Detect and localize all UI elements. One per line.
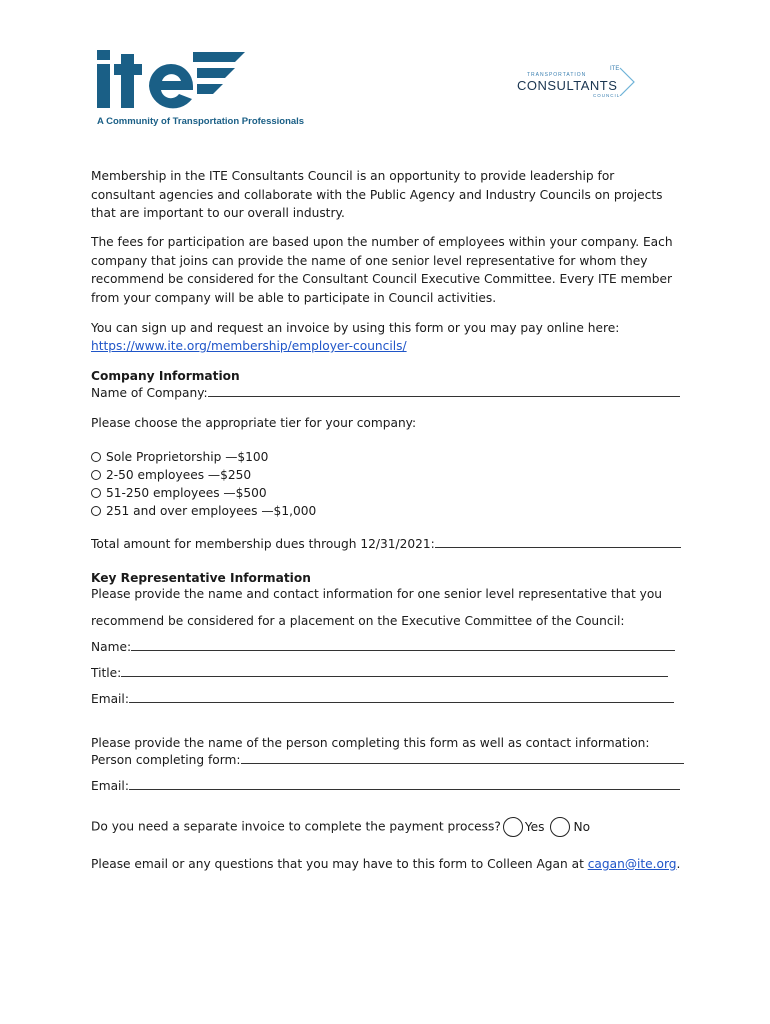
employer-councils-link[interactable]: https://www.ite.org/membership/employer-councils/: [91, 339, 407, 353]
rep-name-input[interactable]: [131, 638, 675, 651]
tier-option[interactable]: [91, 466, 316, 484]
company-name-label: Name of Company:: [91, 386, 208, 400]
rep-email-input[interactable]: [129, 690, 674, 703]
radio-icon[interactable]: [91, 488, 101, 498]
tier-label: 51-250 employees —$500: [106, 485, 267, 500]
tier-label: 2-50 employees —$250: [106, 467, 252, 482]
invoice-row: [91, 817, 590, 837]
tier-options: [91, 448, 316, 520]
rep-title-input[interactable]: [121, 664, 668, 677]
total-amount-field: [91, 535, 681, 554]
invoice-yes-radio[interactable]: [503, 817, 523, 837]
total-amount-label: Total amount for membership dues through 12/31/2021:: [91, 537, 435, 551]
rep-email-label: Email:: [91, 692, 129, 706]
footer-text: Please email or any questions that you may have to this form to Colleen Agan at: [91, 857, 584, 871]
person-input[interactable]: [241, 751, 684, 764]
radio-icon[interactable]: [91, 506, 101, 516]
person-email-label: Email:: [91, 779, 129, 793]
ite-logo: [97, 48, 305, 127]
key-rep-line-2: recommend be considered for a placement on the Executive Committee of the Council:: [91, 614, 625, 628]
key-rep-heading: Key Representative Information: [91, 571, 311, 585]
tier-label: Sole Proprietorship —$100: [106, 449, 269, 464]
ite-tagline: A Community of Transportation Professionals: [97, 116, 305, 127]
invoice-yes-label: Yes: [524, 819, 545, 834]
company-info-heading: Company Information: [91, 369, 240, 383]
contact-email-link[interactable]: cagan@ite.org: [587, 857, 677, 871]
key-rep-line-1: Please provide the name and contact information for one senior level representative that you: [91, 587, 663, 601]
footer-line: [91, 855, 680, 874]
company-name-field: [91, 384, 680, 403]
ite-logo-mark: [97, 48, 297, 110]
logo-small-text: TRANSPORTATION: [527, 72, 587, 78]
rep-name-field: [91, 638, 675, 657]
total-amount-input[interactable]: [435, 535, 681, 548]
person-email-input[interactable]: [129, 777, 680, 790]
logo-main-text: CONSULTANTS: [517, 78, 618, 93]
tier-prompt: Please choose the appropriate tier for your company:: [91, 416, 417, 430]
radio-icon[interactable]: [91, 452, 101, 462]
logo-chevron-icon: [618, 66, 638, 96]
person-email-field: [91, 777, 680, 796]
tier-option[interactable]: [91, 484, 316, 502]
logo-sub-text: COUNCIL: [593, 93, 621, 98]
rep-title-label: Title:: [91, 666, 122, 680]
intro-paragraph-1: Membership in the ITE Consultants Council is an opportunity to provide leadership for consultant agencies and collaborate with the Public Agency and Industry Councils on projects that are important to our overall industry.: [91, 169, 663, 220]
person-label: Person completing form:: [91, 753, 241, 767]
intro-paragraph-3: You can sign up and request an invoice by using this form or you may pay online here:: [91, 321, 620, 335]
rep-email-field: [91, 690, 674, 709]
tier-option[interactable]: [91, 502, 316, 520]
footer-period: .: [676, 857, 681, 871]
intro-paragraph-2: The fees for participation are based upon the number of employees within your company. Each company that joins can provide the name of one senior level representative for whom they recommend be considered for the Consultant Council Executive Committee. Every ITE member from your company will be able to participate in Council activities.: [91, 235, 673, 305]
radio-icon[interactable]: [91, 470, 101, 480]
person-field: [91, 751, 684, 770]
invoice-question: Do you need a separate invoice to complete the payment process?: [91, 819, 501, 834]
tier-option[interactable]: [91, 448, 316, 466]
rep-title-field: [91, 664, 668, 683]
rep-name-label: Name:: [91, 640, 132, 654]
invoice-no-radio[interactable]: [550, 817, 570, 837]
tier-label: 251 and over employees —$1,000: [106, 503, 317, 518]
consultants-council-logo: [515, 66, 640, 102]
logo-ite-text: ITE: [610, 66, 620, 72]
invoice-no-label: No: [573, 819, 591, 834]
company-name-input[interactable]: [208, 384, 680, 397]
person-prompt: Please provide the name of the person completing this form as well as contact information:: [91, 736, 650, 750]
